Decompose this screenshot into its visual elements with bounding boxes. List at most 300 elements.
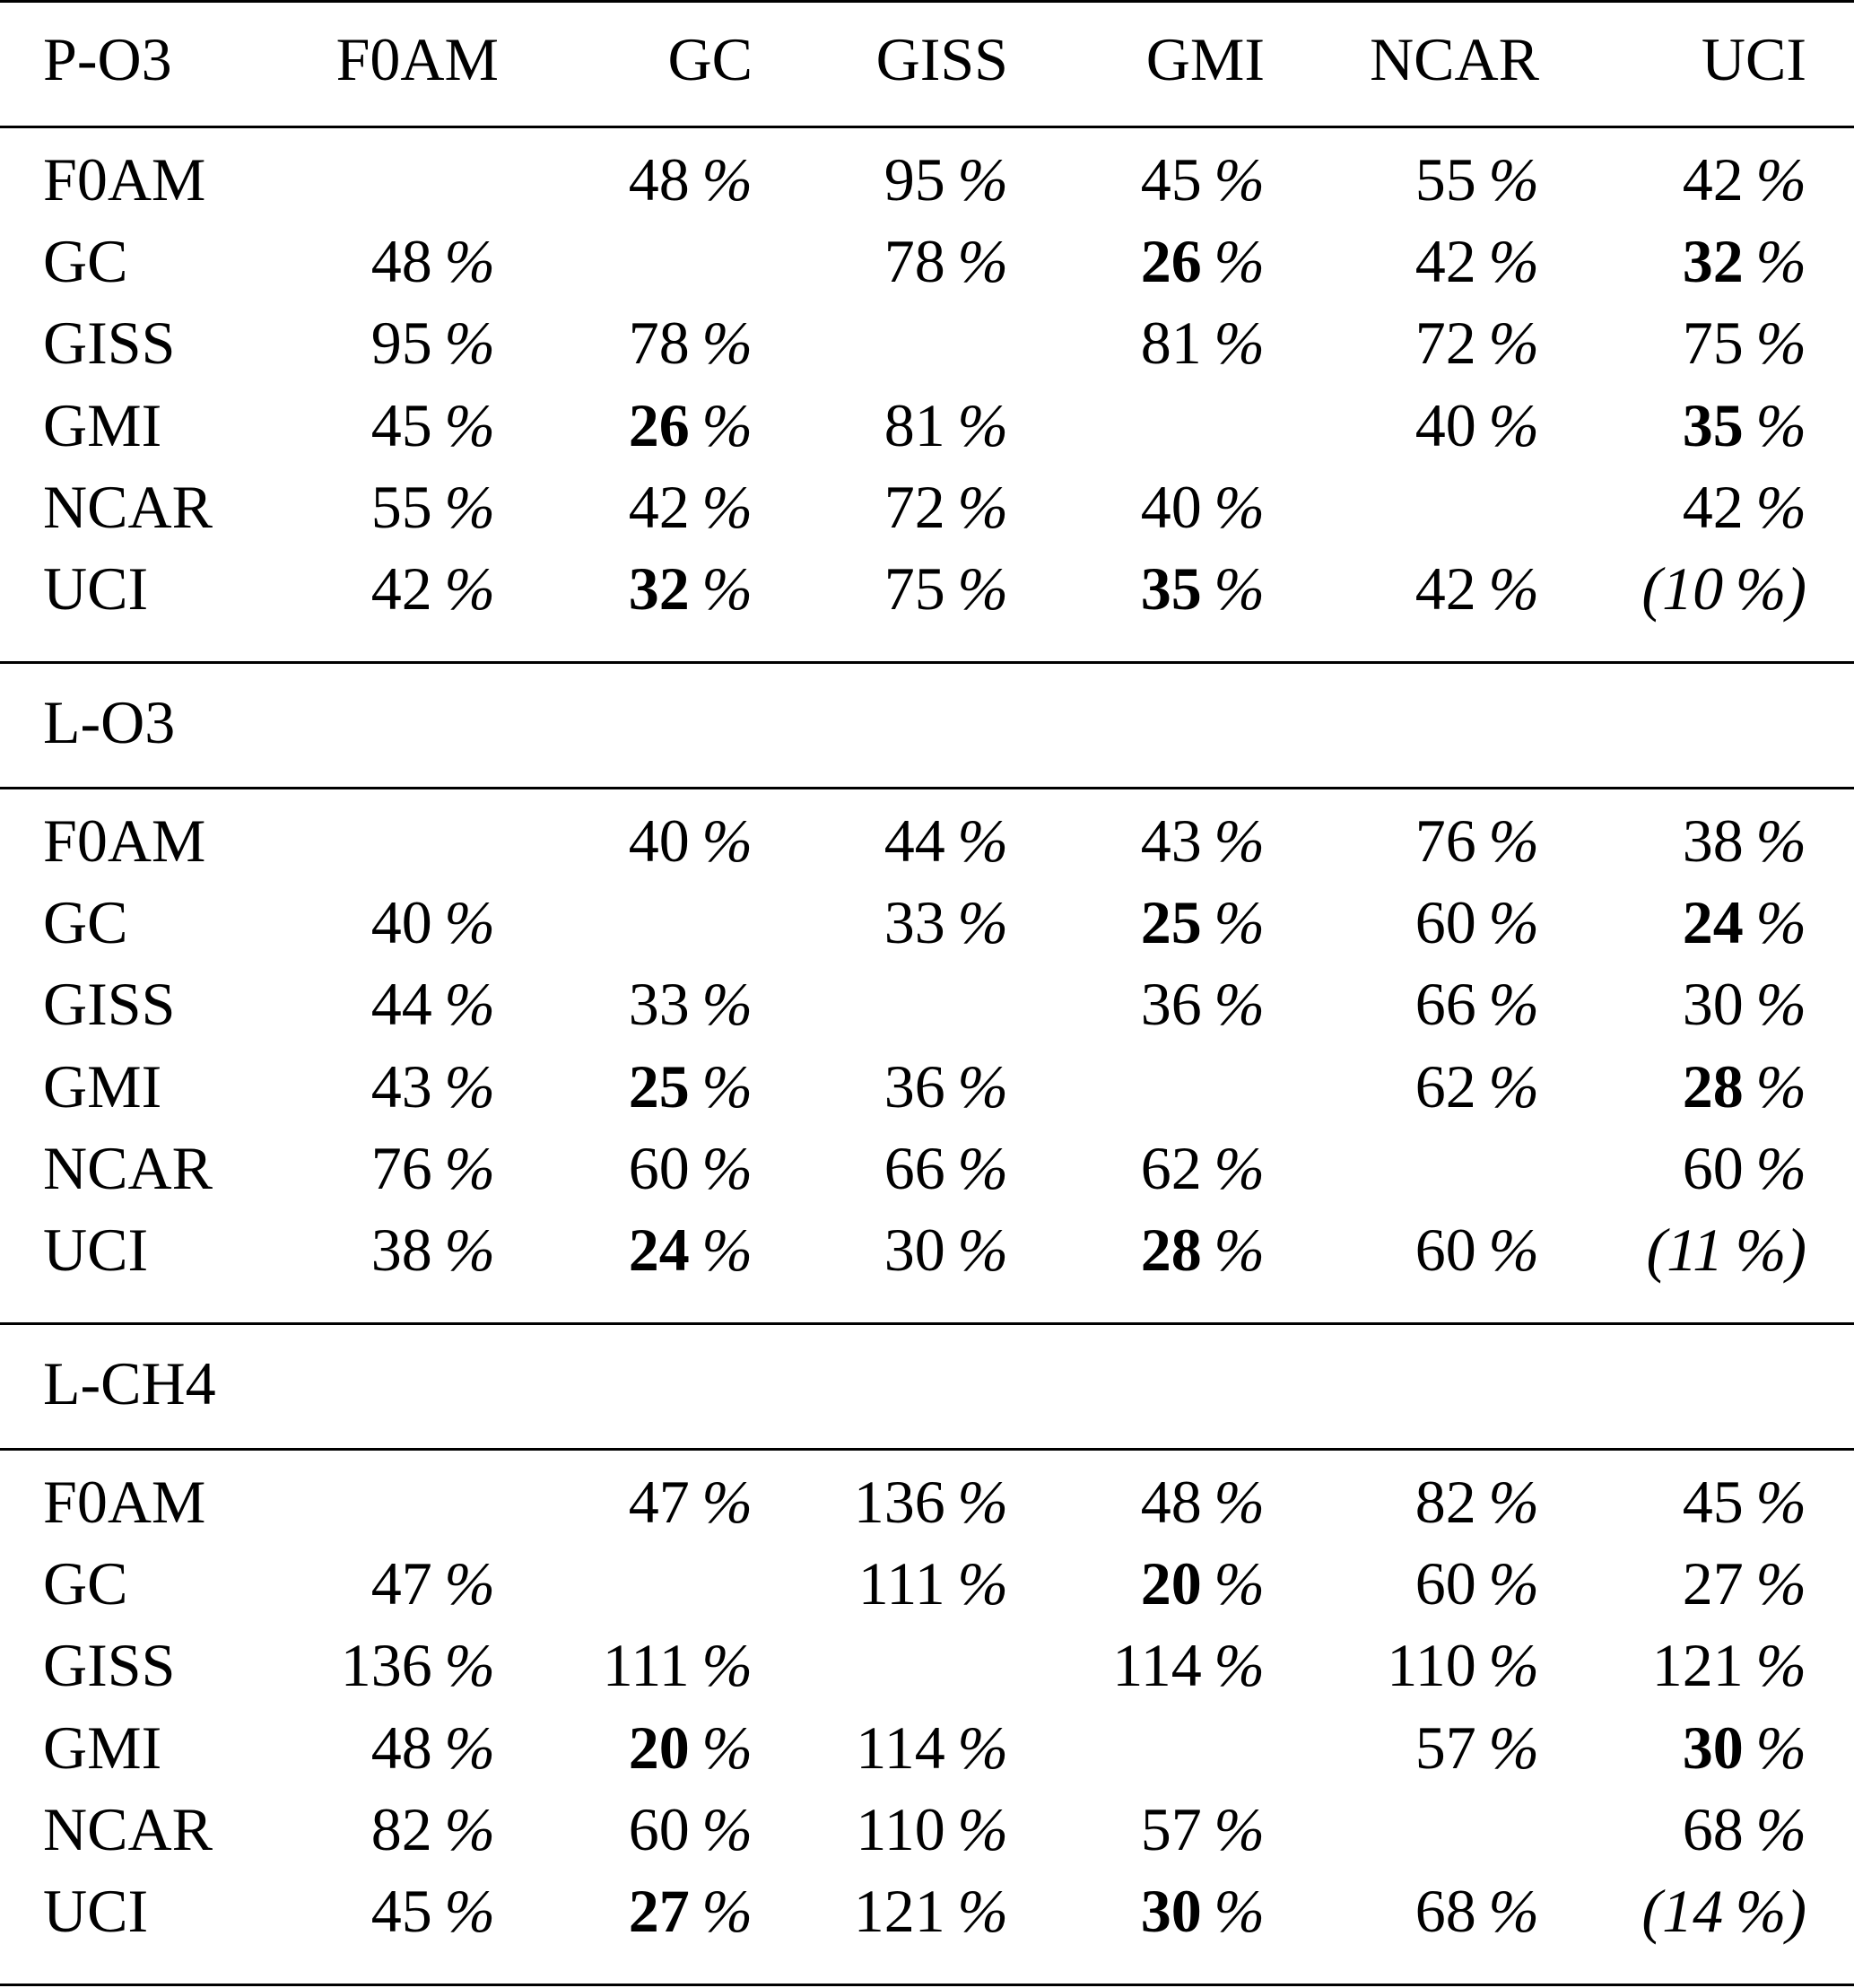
row-label: NCAR [43, 1133, 213, 1202]
table-cell [1415, 139, 1539, 221]
cell-value: 57 [1140, 1794, 1202, 1863]
table-cell [371, 221, 495, 302]
table-row [0, 302, 1854, 384]
table-cell [1415, 1461, 1539, 1543]
paren-close: ) [1786, 1877, 1806, 1945]
table-cell [1683, 800, 1806, 882]
table-cell [884, 385, 1008, 466]
percent-sign: % [701, 145, 753, 214]
section-title-row [0, 1343, 1854, 1425]
percent-sign: % [957, 1468, 1008, 1536]
percent-sign: % [1488, 807, 1539, 875]
table-cell [1683, 139, 1806, 221]
table-cell [629, 1046, 753, 1128]
percent-sign: % [1755, 888, 1806, 957]
percent-sign: % [957, 1216, 1008, 1284]
row-label: UCI [43, 1216, 149, 1284]
cell-value: 40 [370, 888, 432, 957]
cell-value: 60 [1414, 1549, 1476, 1618]
cell-value: 36 [883, 1051, 945, 1120]
table-cell [1141, 1789, 1265, 1870]
percent-sign: % [1755, 1631, 1806, 1700]
cell-value: 32 [628, 554, 690, 623]
percent-sign: % [1488, 1216, 1539, 1284]
percent-sign: % [957, 1549, 1008, 1618]
cell-value: 40 [1140, 472, 1202, 541]
row-label: GC [43, 227, 128, 296]
table-row [0, 466, 1854, 548]
percent-sign: % [1214, 554, 1265, 623]
table-cell [629, 1209, 753, 1291]
cell-value: 33 [883, 888, 945, 957]
table-cell [629, 963, 753, 1045]
table-cell [1683, 221, 1806, 302]
percent-sign: % [444, 1051, 495, 1120]
table-cell [1141, 139, 1265, 221]
percent-sign: % [1755, 1468, 1806, 1536]
percent-sign: % [957, 145, 1008, 214]
table-cell [1415, 1543, 1539, 1625]
cell-value: 30 [1682, 1713, 1744, 1782]
column-header-ncar: NCAR [1370, 25, 1539, 93]
cell-value: 60 [1414, 888, 1476, 957]
percent-sign: % [1755, 1133, 1806, 1202]
cell-value: 76 [370, 1133, 432, 1202]
table-cell [1415, 1870, 1539, 1952]
cell-value: 42 [628, 472, 690, 541]
cell-value: 40 [628, 807, 690, 875]
table-cell [884, 1046, 1008, 1128]
cell-value: 60 [1414, 1216, 1476, 1284]
percent-sign: % [701, 309, 753, 378]
percent-sign: % [444, 227, 495, 296]
percent-sign: % [1755, 309, 1806, 378]
percent-sign: % [1488, 1877, 1539, 1945]
table-cell [1415, 882, 1539, 963]
table-cell [1641, 1870, 1806, 1952]
cell-value: 114 [856, 1713, 945, 1782]
table-cell [1141, 963, 1265, 1045]
percent-sign: % [701, 1051, 753, 1120]
row-label: F0AM [43, 1468, 206, 1536]
percent-sign: % [444, 1549, 495, 1618]
percent-sign: % [1735, 1877, 1787, 1945]
table-cell [629, 1789, 753, 1870]
table-cell [1387, 1625, 1539, 1706]
cell-value: 114 [1112, 1631, 1202, 1700]
table-cell [629, 1870, 753, 1952]
cell-value: 66 [1414, 970, 1476, 1039]
percent-sign: % [1488, 1051, 1539, 1120]
table-row [0, 963, 1854, 1045]
cell-value: 45 [1140, 145, 1202, 214]
table-cell [884, 800, 1008, 882]
percent-sign: % [1755, 145, 1806, 214]
paren-close: ) [1786, 1216, 1806, 1284]
cell-value: 42 [1682, 472, 1744, 541]
cell-value: 57 [1414, 1713, 1476, 1782]
cell-value: 24 [1682, 888, 1744, 957]
table-cell [884, 548, 1008, 630]
table-cell [1683, 1789, 1806, 1870]
percent-sign: % [1214, 1133, 1265, 1202]
cell-value: 82 [1414, 1468, 1476, 1536]
table-cell [1683, 1707, 1806, 1789]
percent-sign: % [1735, 554, 1787, 623]
percent-sign: % [957, 888, 1008, 957]
cell-value: 40 [1414, 390, 1476, 459]
percent-sign: % [1214, 145, 1265, 214]
section-title: L-CH4 [43, 1349, 216, 1417]
table-row [0, 1209, 1854, 1291]
percent-sign: % [957, 1051, 1008, 1120]
percent-sign: % [444, 1216, 495, 1284]
table-cell [1141, 1128, 1265, 1209]
table-cell [1415, 1046, 1539, 1128]
row-label: GMI [43, 1713, 162, 1782]
cell-value: 48 [628, 145, 690, 214]
cell-value: 44 [883, 807, 945, 875]
cell-value: 26 [628, 390, 690, 459]
table-cell [1141, 302, 1265, 384]
table-cell [1683, 466, 1806, 548]
table-cell [371, 882, 495, 963]
row-label: UCI [43, 554, 149, 623]
table-cell [371, 1209, 495, 1291]
section-title-row [0, 682, 1854, 763]
row-label: GMI [43, 390, 162, 459]
cell-value: 45 [370, 390, 432, 459]
table-cell [1415, 963, 1539, 1045]
percent-sign: % [444, 970, 495, 1039]
table-cell [371, 1707, 495, 1789]
percent-sign: % [1755, 1051, 1806, 1120]
cell-value: 55 [370, 472, 432, 541]
table-cell [629, 800, 753, 882]
cell-value: 45 [370, 1877, 432, 1945]
table-row [0, 221, 1854, 302]
cell-value: 32 [1682, 227, 1744, 296]
column-header-uci: UCI [1701, 25, 1806, 93]
cell-value: 38 [370, 1216, 432, 1284]
table-row [0, 1789, 1854, 1870]
table-cell [1683, 1461, 1806, 1543]
percent-sign: % [1755, 1549, 1806, 1618]
cell-value: 43 [1140, 807, 1202, 875]
cell-value: 24 [628, 1216, 690, 1284]
table-cell [341, 1625, 495, 1706]
percent-sign: % [1755, 1713, 1806, 1782]
table-cell [371, 548, 495, 630]
cell-value: 78 [628, 309, 690, 378]
cell-value: 28 [1140, 1216, 1202, 1284]
table-cell [1415, 800, 1539, 882]
percent-sign: % [444, 1133, 495, 1202]
cell-value: 111 [602, 1631, 690, 1700]
section-rule [0, 1322, 1854, 1325]
table-cell [1141, 1209, 1265, 1291]
percent-sign: % [1214, 227, 1265, 296]
percent-sign: % [1488, 1631, 1539, 1700]
cell-value: 36 [1140, 970, 1202, 1039]
percent-sign: % [1214, 970, 1265, 1039]
percent-sign: % [1755, 390, 1806, 459]
column-header-gc: GC [667, 25, 753, 93]
table-cell [1141, 1461, 1265, 1543]
cell-value: 62 [1140, 1133, 1202, 1202]
table-cell [1652, 1625, 1806, 1706]
row-label: UCI [43, 1877, 149, 1945]
section-title: L-O3 [43, 688, 176, 756]
row-label: F0AM [43, 145, 206, 214]
table-cell [884, 882, 1008, 963]
table-row [0, 1870, 1854, 1952]
percent-sign: % [957, 1713, 1008, 1782]
table-cell [1683, 1543, 1806, 1625]
percent-sign: % [1755, 227, 1806, 296]
percent-sign: % [1735, 1216, 1787, 1284]
table-cell [629, 1461, 753, 1543]
cell-value: 42 [370, 554, 432, 623]
table-cell [1683, 1128, 1806, 1209]
cell-value: 121 [853, 1877, 945, 1945]
percent-sign: % [957, 1877, 1008, 1945]
cell-value: 47 [628, 1468, 690, 1536]
percent-sign: % [701, 1877, 753, 1945]
table-cell [603, 1625, 753, 1706]
percent-sign: % [444, 1877, 495, 1945]
table-cell [1683, 302, 1806, 384]
percent-sign: % [701, 554, 753, 623]
percent-sign: % [957, 807, 1008, 875]
header-rule [0, 126, 1854, 128]
table-row [0, 385, 1854, 466]
cell-value: 27 [1682, 1549, 1744, 1618]
cell-value: 95 [370, 309, 432, 378]
cell-value: 68 [1682, 1794, 1744, 1863]
cell-value: 48 [370, 1713, 432, 1782]
header-row [0, 19, 1854, 100]
percent-sign: % [1488, 888, 1539, 957]
cell-value: 45 [1682, 1468, 1744, 1536]
table-cell [629, 466, 753, 548]
row-label: GISS [43, 1631, 176, 1700]
percent-sign: % [957, 390, 1008, 459]
table-cell [1415, 548, 1539, 630]
table-cell [1683, 963, 1806, 1045]
cell-value: 110 [1387, 1631, 1476, 1700]
table-cell [371, 1870, 495, 1952]
table-cell [371, 963, 495, 1045]
table-cell [1141, 548, 1265, 630]
percent-sign: % [1488, 1468, 1539, 1536]
cell-value: 30 [883, 1216, 945, 1284]
percent-sign: % [701, 1713, 753, 1782]
cell-value: 11 [1667, 1216, 1724, 1284]
table-row [0, 1707, 1854, 1789]
cell-value: 111 [857, 1549, 945, 1618]
percent-sign: % [701, 1133, 753, 1202]
percent-sign: % [444, 472, 495, 541]
percent-sign: % [1488, 309, 1539, 378]
percent-sign: % [1214, 1794, 1265, 1863]
cell-value: 33 [628, 970, 690, 1039]
row-label: NCAR [43, 472, 213, 541]
cell-value: 110 [856, 1794, 945, 1863]
percent-sign: % [1214, 888, 1265, 957]
paren-open: ( [1641, 554, 1663, 623]
table-cell [858, 1543, 1008, 1625]
table-cell [1415, 302, 1539, 384]
cell-value: 35 [1682, 390, 1744, 459]
cell-value: 55 [1414, 145, 1476, 214]
section-rule [0, 661, 1854, 664]
cell-value: 72 [883, 472, 945, 541]
percent-sign: % [701, 1468, 753, 1536]
cell-value: 47 [370, 1549, 432, 1618]
section-title-rule [0, 787, 1854, 789]
percent-sign: % [957, 227, 1008, 296]
cell-value: 121 [1651, 1631, 1744, 1700]
percent-sign: % [444, 309, 495, 378]
column-header-giss: GISS [875, 25, 1008, 93]
table-cell [854, 1461, 1008, 1543]
table-cell [1141, 800, 1265, 882]
percent-sign: % [701, 807, 753, 875]
cell-value: 38 [1682, 807, 1744, 875]
cell-value: 43 [370, 1051, 432, 1120]
table-cell [629, 1707, 753, 1789]
table-cell [1683, 1046, 1806, 1128]
cell-value: 20 [628, 1713, 690, 1782]
table-cell [1641, 548, 1806, 630]
percent-sign: % [1488, 390, 1539, 459]
row-label: GC [43, 1549, 128, 1618]
cell-value: 75 [1682, 309, 1744, 378]
cell-value: 26 [1140, 227, 1202, 296]
percent-sign: % [1755, 1794, 1806, 1863]
table-row [0, 882, 1854, 963]
table-cell [1141, 882, 1265, 963]
cell-value: 72 [1414, 309, 1476, 378]
cell-value: 62 [1414, 1051, 1476, 1120]
percent-sign: % [701, 472, 753, 541]
percent-sign: % [1488, 227, 1539, 296]
cell-value: 81 [883, 390, 945, 459]
table-cell [884, 1209, 1008, 1291]
cell-value: 48 [1140, 1468, 1202, 1536]
percent-sign: % [701, 970, 753, 1039]
header-corner-label: P-O3 [43, 25, 172, 93]
percent-sign: % [957, 1133, 1008, 1202]
table-cell [1141, 1870, 1265, 1952]
percent-sign: % [444, 1631, 495, 1700]
table-cell [1112, 1625, 1265, 1706]
table-cell [371, 385, 495, 466]
cell-value: 95 [883, 145, 945, 214]
percent-sign: % [957, 472, 1008, 541]
percent-sign: % [444, 390, 495, 459]
table-cell [629, 1128, 753, 1209]
cell-value: 66 [883, 1133, 945, 1202]
percent-sign: % [701, 390, 753, 459]
percent-sign: % [1488, 1713, 1539, 1782]
percent-sign: % [957, 554, 1008, 623]
percent-sign: % [1488, 970, 1539, 1039]
cell-value: 42 [1414, 227, 1476, 296]
table-row [0, 1046, 1854, 1128]
percent-sign: % [1488, 554, 1539, 623]
percent-sign: % [701, 1216, 753, 1284]
percent-sign: % [701, 1631, 753, 1700]
cell-value: 136 [340, 1631, 432, 1700]
table-row [0, 1625, 1854, 1706]
percent-sign: % [1488, 1549, 1539, 1618]
table-row [0, 1128, 1854, 1209]
table-cell [1646, 1209, 1806, 1291]
cell-value: 10 [1662, 554, 1724, 623]
percent-sign: % [1488, 145, 1539, 214]
cell-value: 60 [1682, 1133, 1744, 1202]
percent-sign: % [444, 1713, 495, 1782]
table-cell [854, 1870, 1008, 1952]
cell-value: 42 [1682, 145, 1744, 214]
percent-sign: % [444, 888, 495, 957]
cell-value: 35 [1140, 554, 1202, 623]
table-cell [371, 1543, 495, 1625]
percent-sign: % [1214, 1549, 1265, 1618]
percent-sign: % [1755, 472, 1806, 541]
table-cell [629, 548, 753, 630]
cell-value: 82 [370, 1794, 432, 1863]
table-row [0, 1543, 1854, 1625]
percent-sign: % [1214, 807, 1265, 875]
table-cell [371, 1046, 495, 1128]
cell-value: 27 [628, 1877, 690, 1945]
table-cell [884, 1128, 1008, 1209]
percent-sign: % [701, 1794, 753, 1863]
table-cell [371, 302, 495, 384]
cell-value: 44 [370, 970, 432, 1039]
percent-sign: % [1755, 807, 1806, 875]
table-cell [1415, 385, 1539, 466]
row-label: GMI [43, 1051, 162, 1120]
row-label: GISS [43, 309, 176, 378]
cell-value: 75 [883, 554, 945, 623]
cell-value: 30 [1682, 970, 1744, 1039]
cell-value: 20 [1140, 1549, 1202, 1618]
table-cell [884, 139, 1008, 221]
percent-sign: % [1214, 1468, 1265, 1536]
table-cell [856, 1789, 1008, 1870]
table-cell [1683, 385, 1806, 466]
table-cell [1141, 1543, 1265, 1625]
table-cell [884, 221, 1008, 302]
cell-value: 60 [628, 1133, 690, 1202]
cell-value: 25 [628, 1051, 690, 1120]
table-cell [629, 139, 753, 221]
percent-sign: % [1214, 472, 1265, 541]
percent-sign: % [1214, 1877, 1265, 1945]
table-row [0, 800, 1854, 882]
table-cell [629, 385, 753, 466]
percent-sign: % [444, 1794, 495, 1863]
section-title-rule [0, 1448, 1854, 1451]
table-row [0, 1461, 1854, 1543]
row-label: NCAR [43, 1794, 213, 1863]
percent-sign: % [1214, 309, 1265, 378]
cell-value: 14 [1662, 1877, 1724, 1945]
